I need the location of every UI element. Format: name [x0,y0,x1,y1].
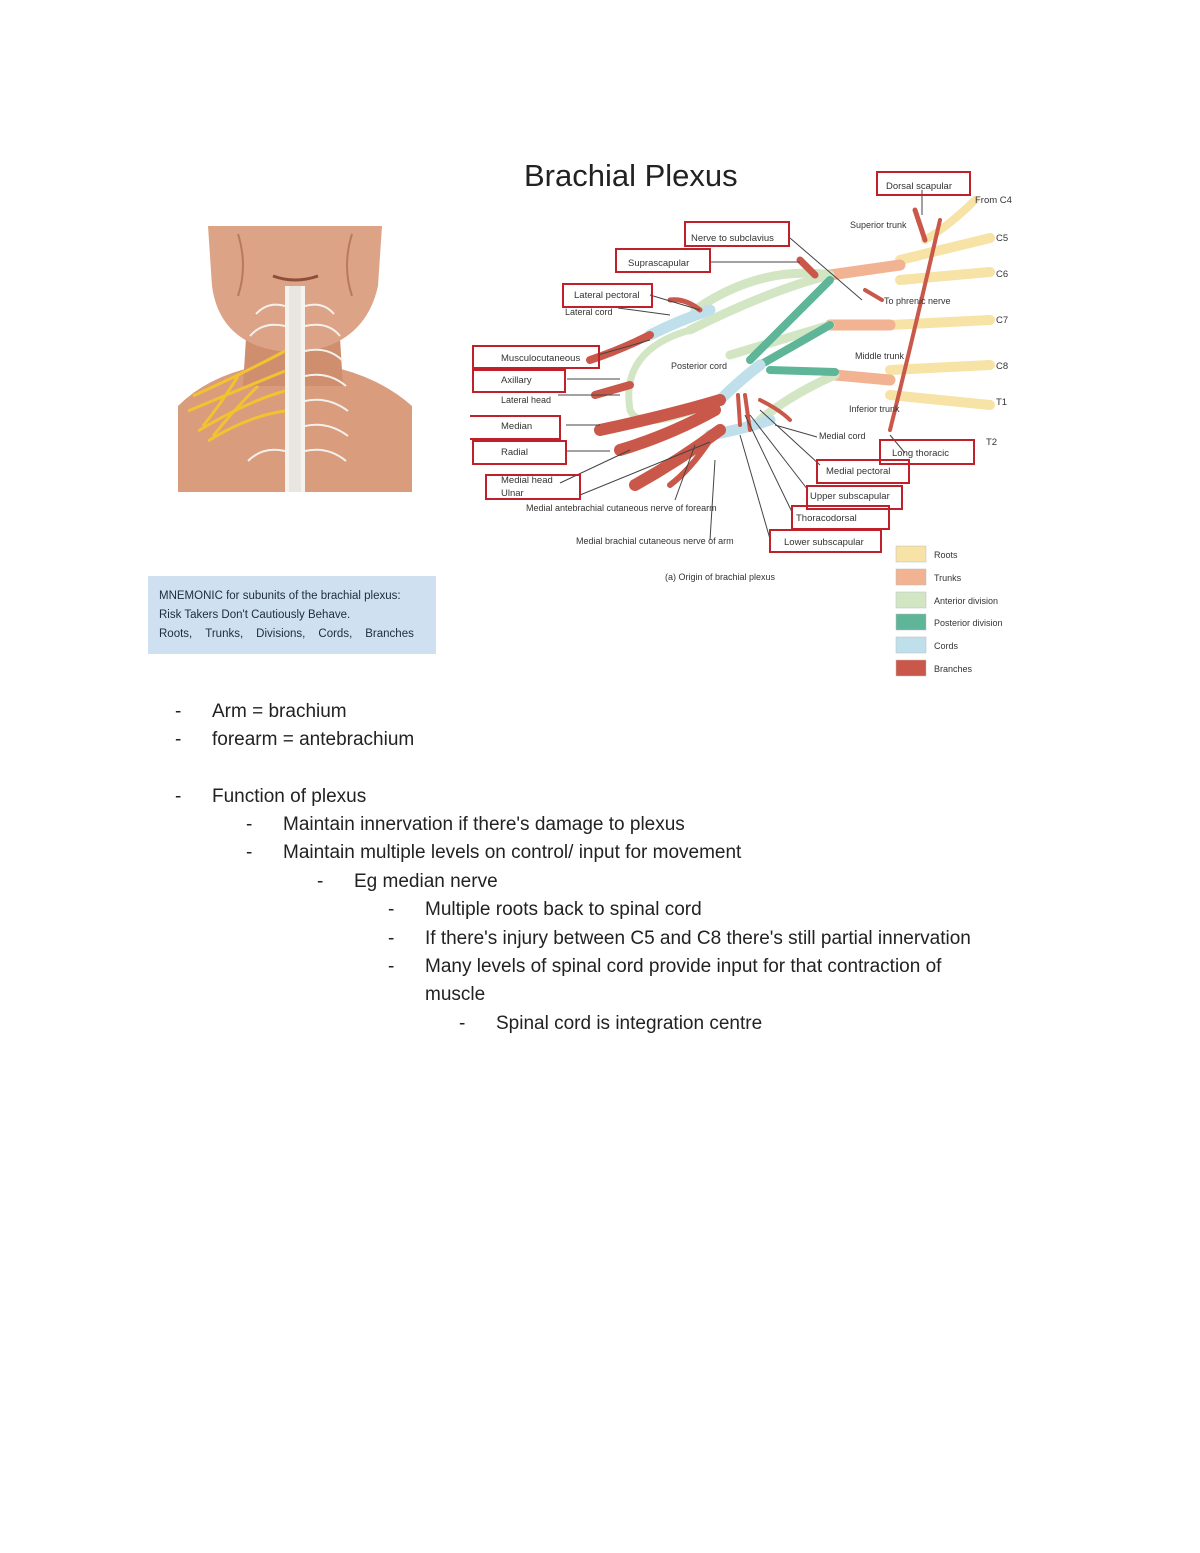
legend-label-trunks: Trunks [934,573,962,583]
mnemonic-word: Cords, [318,628,353,640]
diagram-title: Brachial Plexus [524,158,738,193]
legend-label-branches: Branches [934,664,973,674]
bullet-dash: - [175,729,182,750]
diagram-caption: (a) Origin of brachial plexus [665,572,776,582]
bullet-dash: - [388,956,395,977]
label-lower-subscapular: Lower subscapular [784,537,864,548]
label-radial: Radial [501,447,528,458]
mnemonic-box [148,576,436,654]
legend-label-anterior-division: Anterior division [934,596,999,606]
label-ulnar: Ulnar [501,488,524,499]
label-root-c7: C7 [996,315,1009,326]
label-musculocutaneous: Musculocutaneous [501,353,581,364]
diagram-legend [896,546,1003,676]
label-lateral-pectoral: Lateral pectoral [574,290,640,301]
label-to-phrenic-nerve: To phrenic nerve [884,296,951,306]
mnemonic-line-1: MNEMONIC for subunits of the brachial plexus: [159,590,401,602]
label-medial-pectoral: Medial pectoral [826,466,891,477]
legend-swatch-posterior-division [896,614,926,630]
legend-swatch-branches [896,660,926,676]
label-axillary: Axillary [501,375,532,386]
legend-label-cords: Cords [934,641,959,651]
label-inferior-trunk: Inferior trunk [849,404,900,414]
label-thoracodorsal: Thoracodorsal [796,513,857,524]
label-root-c5: C5 [996,233,1009,244]
label-upper-subscapular: Upper subscapular [810,491,890,502]
bullet-dash: - [388,928,395,949]
bullet-dash: - [459,1013,466,1034]
label-median: Median [501,421,533,432]
label-medial-brachial: Medial brachial cutaneous nerve of arm [576,536,734,546]
label-root-c6: C6 [996,269,1009,280]
label-suprascapular: Suprascapular [628,258,690,269]
legend-swatch-cords [896,637,926,653]
bullet-dash: - [388,899,395,920]
label-middle-trunk: Middle trunk [855,351,905,361]
label-root-t1: T1 [996,397,1008,408]
mnemonic-word: Roots, [159,628,193,640]
neck-illustration [178,226,412,492]
brachial-plexus-diagram [470,150,1030,680]
label-lateral-head: Lateral head [501,395,552,405]
mnemonic-word: Branches [365,628,414,640]
legend-label-roots: Roots [934,550,958,560]
label-root-t2: T2 [986,437,998,448]
label-posterior-cord: Posterior cord [671,361,728,371]
label-dorsal-scapular: Dorsal scapular [886,181,952,192]
bullet-dash: - [175,786,182,807]
bullet-dash: - [317,871,324,892]
label-lateral-cord: Lateral cord [565,307,613,317]
label-nerve-to-subclavius: Nerve to subclavius [691,233,774,244]
label-medial-antebrachial: Medial antebrachial cutaneous nerve of forearm [526,503,717,513]
label-long-thoracic: Long thoracic [892,448,950,459]
mnemonic-word: Trunks, [205,628,244,640]
legend-swatch-trunks [896,569,926,585]
label-medial-cord: Medial cord [819,431,866,441]
mnemonic-line-3 [159,625,436,644]
label-superior-trunk: Superior trunk [850,220,907,230]
bullet-dash: - [175,701,182,722]
label-root-from-c4: From C4 [975,195,1012,206]
legend-swatch-roots [896,546,926,562]
label-root-c8: C8 [996,361,1009,372]
bullet-dash: - [246,842,253,863]
mnemonic-word: Divisions, [256,628,306,640]
legend-label-posterior-division: Posterior division [934,618,1003,628]
bullet-dash: - [246,814,253,835]
legend-swatch-anterior-division [896,592,926,608]
label-medial-head: Medial head [501,475,553,486]
mnemonic-line-2: Risk Takers Don't Cautiously Behave. [159,609,351,621]
